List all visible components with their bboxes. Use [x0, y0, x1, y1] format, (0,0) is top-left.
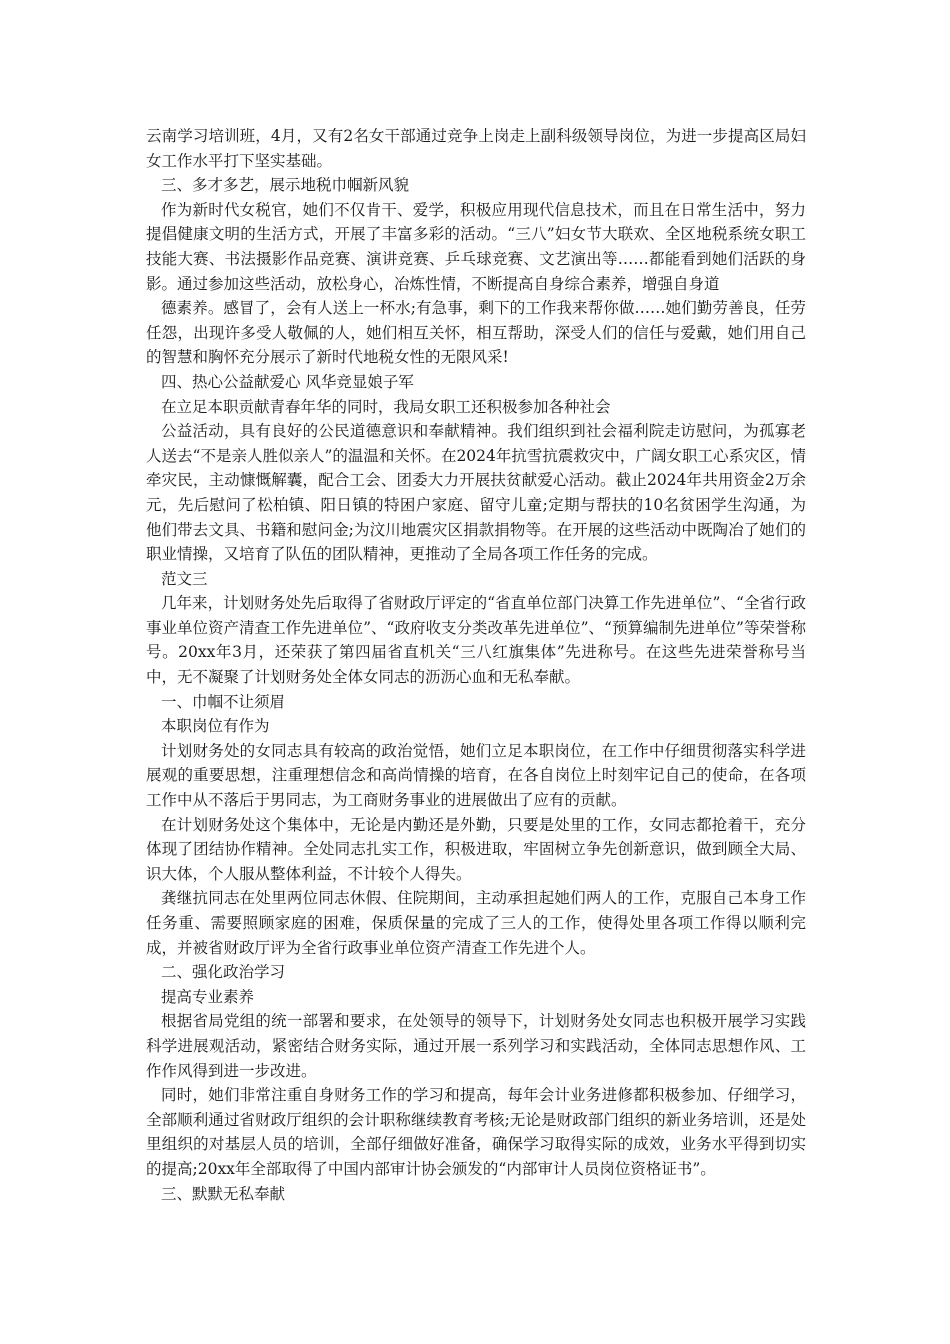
section-heading: 四、热心公益献爱心 风华竞显娘子军: [161, 372, 414, 391]
paragraph: 计划财务处的女同志具有较高的政治觉悟，她们立足本职岗位，在工作中仔细贯彻落实科学进展观的重要思想，注重理想信念和高尚情操的培育，在各自岗位上时刻牢记自己的使命，在各项工作中从不落后于男同志，为工商财务事业的进展做出了应有的贡献。: [146, 741, 806, 810]
section-heading: 范文三: [161, 569, 208, 588]
paragraph: 云南学习培训班，4月，又有2名女干部通过竞争上岗走上副科级领导岗位，为进一步提高区局妇女工作水平打下坚实基础。: [146, 127, 806, 170]
document-body: [146, 124, 806, 1206]
section-heading: 一、巾帼不让须眉: [161, 692, 286, 711]
section-heading: 二、强化政治学习: [161, 963, 286, 982]
paragraph: 公益活动，具有良好的公民道德意识和奉献精神。我们组织到社会福利院走访慰问，为孤寡老人送去“不是亲人胜似亲人”的温温和关怀。在2024年抗雪抗震救灾中，广阔女职工心系灾区，情牵灾民，主动慷慨解囊，配合工会、团委大力开展扶贫献爱心活动。截止2024年共用资金2万余元，先后慰问了松柏镇、阳日镇的特困户家庭、留守儿童;定期与帮扶的10名贫困学生沟通，为他们带去文具、书籍和慰问金;为汶川地震灾区捐款捐物等。在开展的这些活动中既陶冶了她们的职业情操，又培育了队伍的团队精神，更推动了全局各项工作任务的完成。: [146, 422, 806, 564]
section-heading: 三、多才多艺，展示地税巾帼新风貌: [161, 176, 410, 195]
paragraph: 在计划财务处这个集体中，无论是内勤还是外勤，只要是处里的工作，女同志都抢着干，充分体现了团结协作精神。全处同志扎实工作，积极进取，牢固树立争先创新意识，做到顾全大局、识大体，个人服从整体利益，不计较个人得失。: [146, 815, 806, 883]
paragraph: 德素养。感冒了，会有人送上一杯水;有急事，剩下的工作我来帮你做……她们勤劳善良，任劳任怨，出现许多受人敬佩的人，她们相互关怀，相互帮助，深受人们的信任与爱戴，她们用自己的智慧和胸怀充分展示了新时代地税女性的无限风采!: [146, 299, 806, 367]
section-subheading: 提高专业素养: [161, 987, 255, 1006]
paragraph: 同时，她们非常注重自身财务工作的学习和提高，每年会计业务进修都积极参加、仔细学习，全部顺利通过省财政厅组织的会计职称继续教育考核;无论是财政部门组织的新业务培训，还是处里组织的对基层人员的培训，全部仔细做好准备，确保学习取得实际的成效，业务水平得到切实的提高;20xx年全部取得了中国内部审计协会颁发的“内部审计人员岗位资格证书”。: [146, 1086, 806, 1178]
section-heading: 三、默默无私奉献: [161, 1184, 286, 1203]
paragraph: 在立足本职贡献青春年华的同时，我局女职工还积极参加各种社会: [161, 397, 611, 416]
paragraph: 作为新时代女税官，她们不仅肯干、爱学，积极应用现代信息技术，而且在日常生活中，努力提倡健康文明的生活方式，开展了丰富多彩的活动。“三八”妇女节大联欢、全区地税系统女职工技能大赛、书法摄影作品竞赛、演讲竞赛、乒乓球竞赛、文艺演出等……都能看到她们活跃的身影。通过参加这些活动，放松身心，冶炼性情，不断提高自身综合素养，增强自身道: [146, 200, 806, 293]
section-subheading: 本职岗位有作为: [161, 717, 270, 736]
paragraph: 根据省局党组的统一部署和要求，在处领导的领导下，计划财务处女同志也积极开展学习实践科学进展观活动，紧密结合财务实际，通过开展一系列学习和实践活动，全体同志思想作风、工作作风得到进一步改进。: [146, 1012, 806, 1080]
paragraph: 几年来，计划财务处先后取得了省财政厅评定的“省直单位部门决算工作先进单位”、“全省行政事业单位资产清查工作先进单位”、“政府收支分类改革先进单位”、“预算编制先进单位”等荣誉称号。20xx年3月，还荣获了第四届省直机关“三八红旗集体”先进称号。在这些先进荣誉称号当中，无不凝聚了计划财务处全体女同志的沥沥心血和无私奉献。: [146, 594, 806, 687]
paragraph: 龚继抗同志在处里两位同志休假、住院期间，主动承担起她们两人的工作，克服自己本身工作任务重、需要照顾家庭的困难，保质保量的完成了三人的工作，使得处里各项工作得以顺利完成，并被省财政厅评为全省行政事业单位资产清查工作先进个人。: [146, 889, 806, 957]
